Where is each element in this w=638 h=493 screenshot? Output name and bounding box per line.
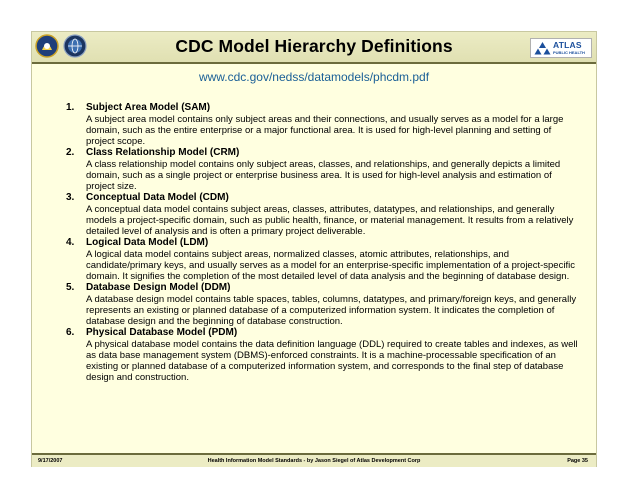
- source-url[interactable]: www.cdc.gov/nedss/datamodels/phcdm.pdf: [198, 70, 430, 84]
- item-description: A physical database model contains the data definition language (DDL) required to create tables and indexes, as well as data base management system (DBMS)-enforced constraints. It is a machine-processable specification of an existing or planned database of a computerized information system, and corresponds to the final step of database design and construction.: [86, 339, 578, 383]
- item-number: 4.: [66, 237, 75, 248]
- slide-footer: [32, 453, 596, 467]
- item-number: 3.: [66, 192, 75, 203]
- item-heading: Physical Database Model (PDM): [86, 327, 238, 338]
- item-description: A class relationship model contains only subject areas, classes, and relationships, and generally depicts a limited domain, such as a single project or enterprise business area. It is used for high-level analysis and estimation of project size.: [86, 159, 561, 192]
- atlas-logo: [530, 38, 592, 58]
- item-number: 1.: [66, 102, 75, 113]
- slide-header: [32, 32, 596, 64]
- atlas-triangles-icon: [534, 42, 551, 55]
- item-heading: Subject Area Model (SAM): [86, 102, 211, 113]
- slide: [31, 31, 597, 467]
- model-definition-list: [66, 102, 580, 383]
- item-heading: Logical Data Model (LDM): [86, 237, 209, 248]
- atlas-logo-subtitle: PUBLIC HEALTH: [553, 50, 585, 55]
- item-heading: Database Design Model (DDM): [86, 282, 231, 293]
- item-heading: Conceptual Data Model (CDM): [86, 192, 229, 203]
- list-item: [66, 192, 580, 237]
- item-description: A database design model contains table spaces, tables, columns, datatypes, and primary/foreign keys, and generally represents an existing or planned database of a computerized information system. It indicates the completion of database design and the beginning of database construction.: [86, 294, 577, 327]
- footer-date: 9/17/2007: [38, 458, 63, 464]
- item-number: 6.: [66, 327, 75, 338]
- item-description: A logical data model contains subject areas, normalized classes, atomic attributes, relationships, and candidate/primary keys, and usually serves as a model for an enterprise-specific implementation of a project-specific domain. It signifies the completion of the most detailed level of data analysis and the beginning of database design.: [86, 249, 575, 282]
- footer-page-number: Page 35: [567, 458, 588, 464]
- item-description: A subject area model contains only subject areas and their connections, and usually serves as a model for a large domain, such as the entire enterprise or a major functional area. It is used for high-level planning and setting of project scope.: [86, 114, 564, 147]
- list-item: [66, 327, 580, 383]
- atlas-logo-word: ATLAS: [553, 40, 582, 50]
- item-heading: Class Relationship Model (CRM): [86, 147, 240, 158]
- list-item: [66, 237, 580, 282]
- list-item: [66, 147, 580, 192]
- list-item: [66, 282, 580, 327]
- page-title: CDC Model Hierarchy Definitions: [175, 36, 453, 56]
- footer-credit: Health Information Model Standards - by Jason Siegel of Atlas Development Corp: [207, 458, 421, 464]
- list-item: [66, 102, 580, 147]
- item-number: 5.: [66, 282, 75, 293]
- item-description: A conceptual data model contains subject areas, classes, attributes, datatypes, and relationships, and generally models a project-specific domain, such as public health, finance, or material management. It results from a relatively detailed level of analysis and is often a primary project deliverable.: [86, 204, 574, 237]
- item-number: 2.: [66, 147, 75, 158]
